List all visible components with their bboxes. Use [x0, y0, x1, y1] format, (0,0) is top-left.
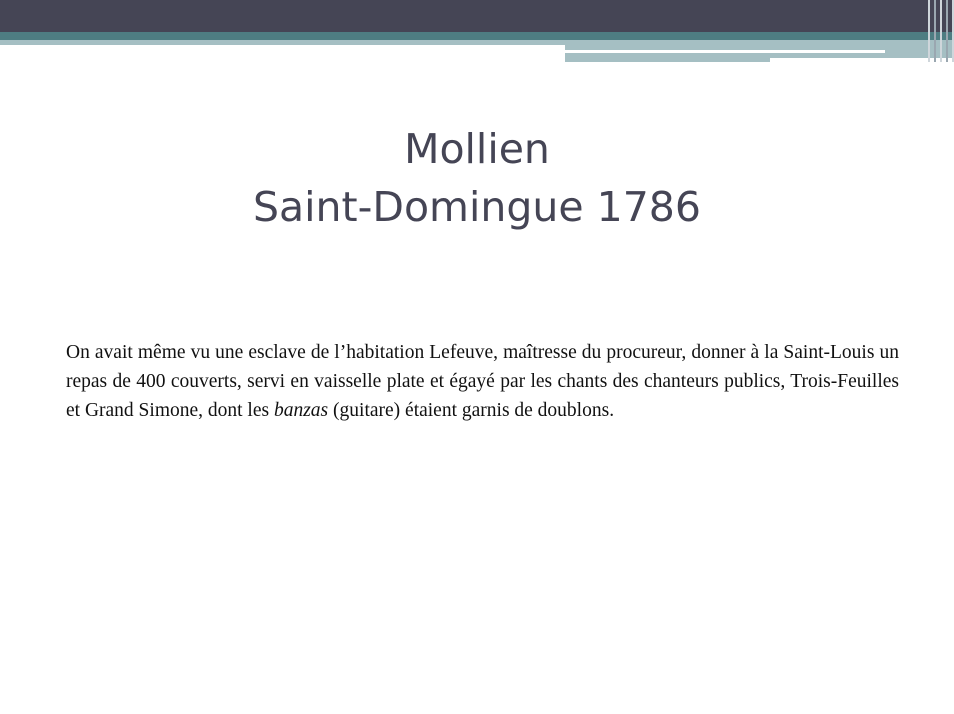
header-dark-bar [0, 0, 954, 32]
slide-body-paragraph [66, 338, 899, 425]
slide-title-line2: Saint-Domingue 1786 [253, 183, 701, 231]
slide-title [0, 120, 954, 236]
paragraph-text-end: (guitare) étaient garnis de doublons. [328, 400, 615, 421]
slide-title-line1: Mollien [404, 125, 550, 173]
paragraph-text-start: On avait même vu une esclave de l’habitation Lefeuve, maîtresse du procureur, donner à la Saint-Louis un repas de 400 couverts, servi en vaisselle plate et égayé par les chants des chanteurs publics, Trois-Feuilles et Grand Simone, dont les [66, 342, 899, 421]
header-stripes [928, 0, 954, 62]
header-teal-band [0, 32, 954, 40]
header-white-line-2 [770, 58, 954, 62]
header-light-band [0, 40, 565, 45]
paragraph-italic-term: banzas [273, 400, 329, 421]
header-white-line [565, 50, 885, 53]
